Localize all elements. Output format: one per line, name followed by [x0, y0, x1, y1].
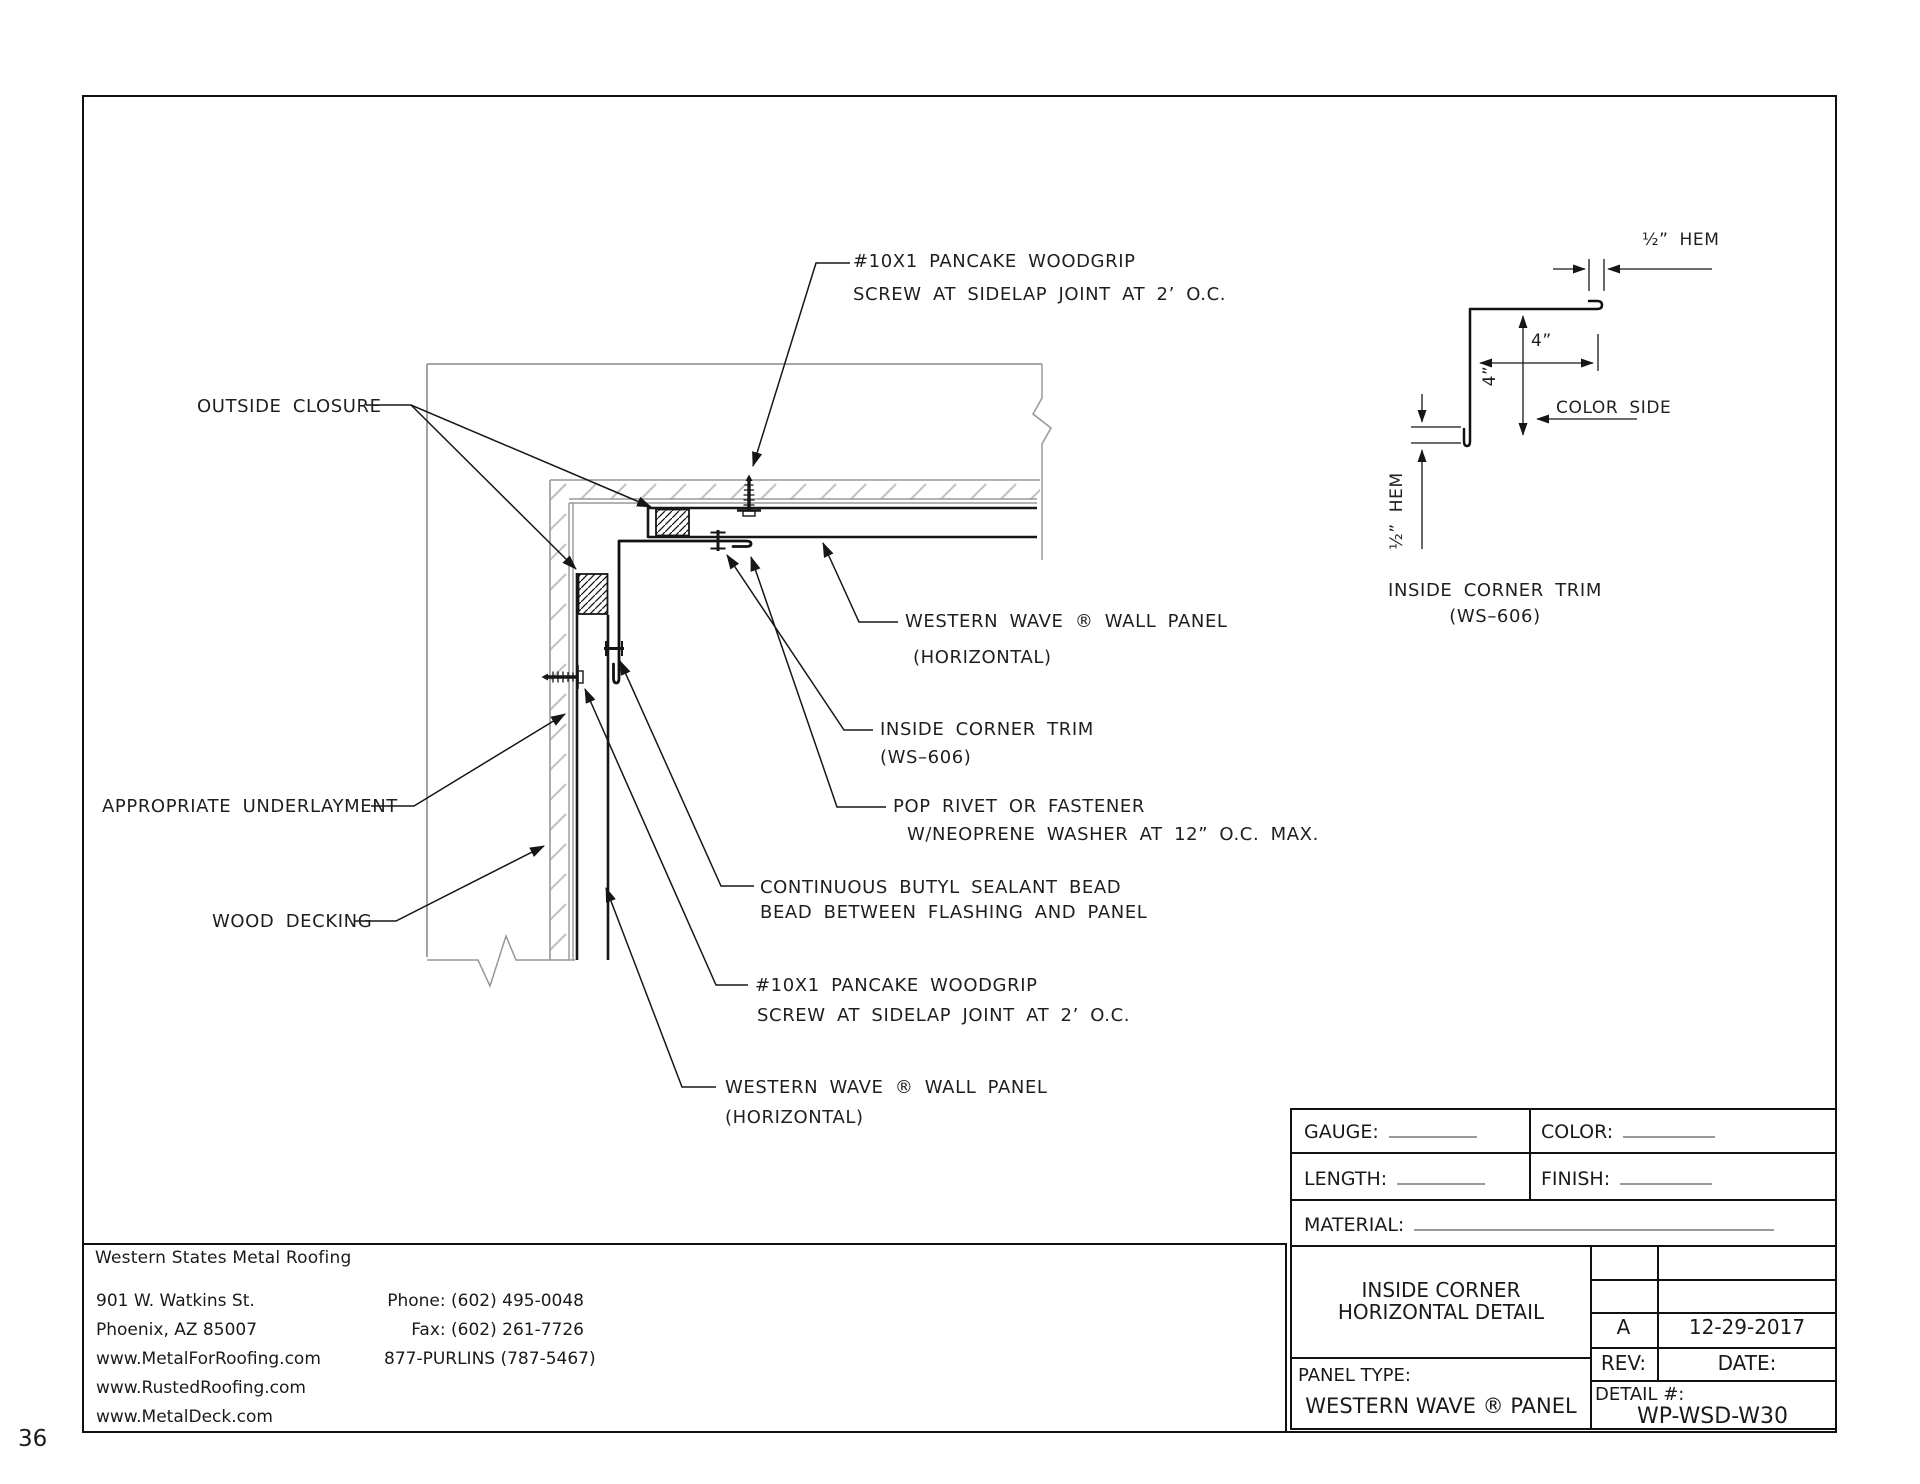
- gauge-blank: [1389, 1124, 1477, 1138]
- profile-hem-top-label: ½” HEM: [1642, 230, 1720, 250]
- leader-lines: [354, 263, 898, 1087]
- material-blank: [1414, 1217, 1774, 1231]
- gauge-label-text: GAUGE:: [1304, 1121, 1379, 1143]
- callout-panel-lower-line2: (HORIZONTAL): [725, 1107, 864, 1128]
- company-fax: Fax: (602) 261-7726: [411, 1320, 584, 1340]
- profile-dim-horizontal-label: 4”: [1480, 365, 1500, 387]
- profile-caption-line1: INSIDE CORNER TRIM: [1388, 580, 1602, 601]
- title-block: [1290, 1108, 1837, 1430]
- length-label: [1304, 1168, 1485, 1190]
- company-name: Western States Metal Roofing: [95, 1248, 352, 1268]
- profile-hem-bottom-label: ½” HEM: [1387, 472, 1407, 550]
- page-number: 36: [18, 1426, 48, 1452]
- callout-trim-line2: (WS–606): [880, 747, 972, 768]
- finish-label-text: FINISH:: [1541, 1168, 1611, 1190]
- fasteners: [542, 475, 762, 690]
- profile-color-side-label: COLOR SIDE: [1556, 398, 1672, 418]
- company-info-box: [82, 1243, 1287, 1433]
- color-label: [1541, 1121, 1715, 1143]
- callout-underlayment: APPROPRIATE UNDERLAYMENT: [102, 796, 398, 817]
- company-phone: Phone: (602) 495-0048: [387, 1291, 584, 1311]
- rev-value: A: [1616, 1315, 1631, 1339]
- company-address-line1: 901 W. Watkins St.: [96, 1291, 255, 1311]
- finish-blank: [1620, 1171, 1712, 1185]
- callout-screw-top-line1: #10X1 PANCAKE WOODGRIP: [853, 251, 1136, 272]
- outside-closure-top: [656, 510, 689, 536]
- company-web1: www.MetalForRoofing.com: [96, 1349, 321, 1369]
- callout-pop-rivet-line1: POP RIVET OR FASTENER: [893, 796, 1145, 817]
- callout-panel-upper-line2: (HORIZONTAL): [913, 647, 1052, 668]
- length-label-text: LENGTH:: [1304, 1168, 1388, 1190]
- material-label: [1304, 1214, 1774, 1236]
- detail-title-line2: HORIZONTAL DETAIL: [1337, 1300, 1545, 1324]
- callout-wood-decking: WOOD DECKING: [212, 911, 373, 932]
- finish-label: [1541, 1168, 1712, 1190]
- callout-butyl-line1: CONTINUOUS BUTYL SEALANT BEAD: [760, 877, 1122, 898]
- company-web3: www.MetalDeck.com: [96, 1407, 273, 1427]
- callout-trim-line1: INSIDE CORNER TRIM: [880, 719, 1094, 740]
- date-value: 12-29-2017: [1688, 1315, 1806, 1339]
- detail-title-line1: INSIDE CORNER: [1361, 1278, 1521, 1302]
- profile-dim-vertical-label: 4”: [1531, 331, 1552, 351]
- panel-type-label: PANEL TYPE:: [1298, 1365, 1411, 1386]
- company-purlins: 877-PURLINS (787-5467): [384, 1349, 596, 1369]
- gauge-label: [1304, 1121, 1477, 1143]
- callout-screw-bottom-line1: #10X1 PANCAKE WOODGRIP: [755, 975, 1038, 996]
- company-web2: www.RustedRoofing.com: [96, 1378, 306, 1398]
- panel-type-value: WESTERN WAVE ® PANEL: [1305, 1394, 1577, 1418]
- material-label-text: MATERIAL:: [1304, 1214, 1405, 1236]
- pop-rivet-left: [604, 641, 624, 656]
- callout-outside-closure: OUTSIDE CLOSURE: [197, 396, 382, 417]
- company-address-line2: Phoenix, AZ 85007: [96, 1320, 258, 1340]
- profile-dim-horizontal-box: [1474, 354, 1506, 398]
- callout-pop-rivet-line2: W/NEOPRENE WASHER AT 12” O.C. MAX.: [907, 824, 1319, 845]
- profile-hem-bottom-box: [1383, 461, 1411, 561]
- date-label: DATE:: [1717, 1351, 1777, 1375]
- callout-panel-upper-line1: WESTERN WAVE ® WALL PANEL: [905, 611, 1228, 632]
- rev-label: REV:: [1600, 1351, 1647, 1375]
- color-blank: [1623, 1124, 1715, 1138]
- callout-screw-bottom-line2: SCREW AT SIDELAP JOINT AT 2’ O.C.: [757, 1005, 1131, 1026]
- detail-number-label: DETAIL #:: [1595, 1384, 1685, 1405]
- corner-trim: [614, 541, 752, 683]
- profile-caption-line2: (WS–606): [1449, 606, 1541, 627]
- callout-screw-top-line2: SCREW AT SIDELAP JOINT AT 2’ O.C.: [853, 284, 1227, 305]
- callout-panel-lower-line1: WESTERN WAVE ® WALL PANEL: [725, 1077, 1048, 1098]
- callout-butyl-line2: BEAD BETWEEN FLASHING AND PANEL: [760, 902, 1148, 923]
- detail-number-value: WP-WSD-W30: [1636, 1404, 1789, 1429]
- outside-closure-left: [579, 574, 608, 614]
- color-label-text: COLOR:: [1541, 1121, 1614, 1143]
- length-blank: [1397, 1171, 1485, 1185]
